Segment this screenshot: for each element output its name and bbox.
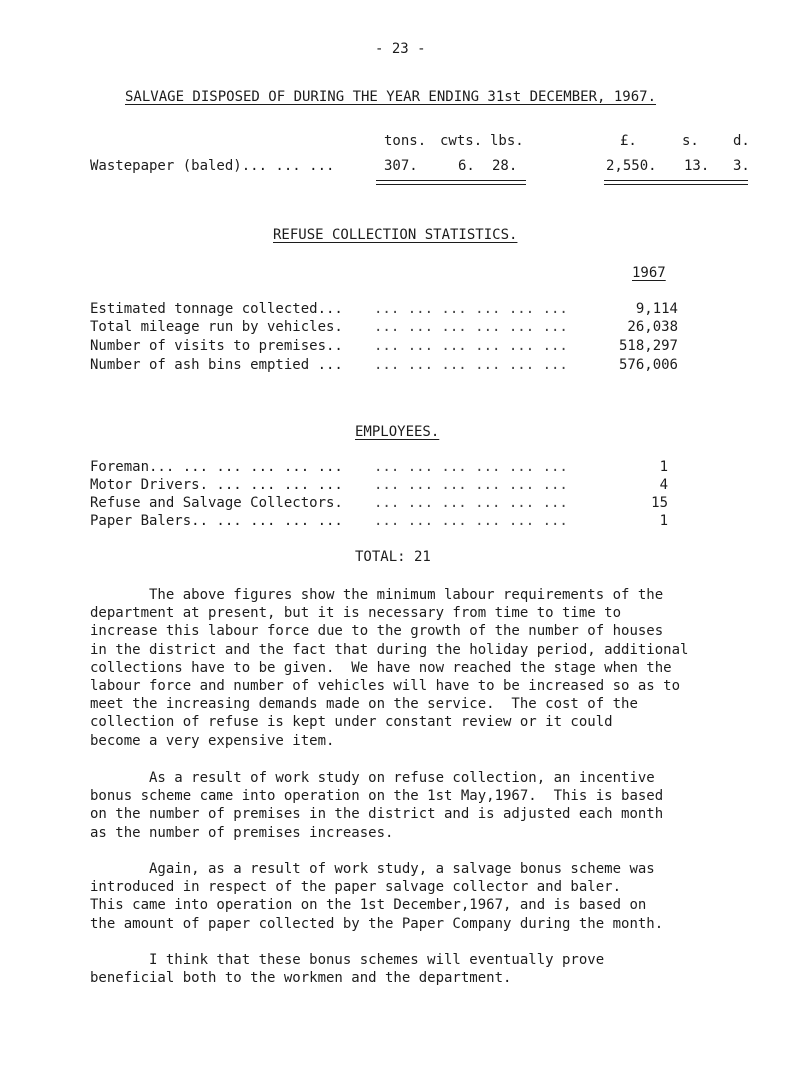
header-cwts: cwts.	[440, 133, 483, 149]
refuse-value: 576,006	[618, 357, 678, 373]
employee-label: Paper Balers.. ... ... ... ...	[90, 513, 343, 529]
salvage-rule-2b	[604, 184, 748, 185]
employee-count: 1	[659, 513, 668, 529]
employee-label: Motor Drivers. ... ... ... ...	[90, 477, 343, 493]
refuse-value: 518,297	[618, 338, 678, 354]
salvage-rule-1b	[376, 184, 526, 185]
refuse-title: REFUSE COLLECTION STATISTICS.	[273, 227, 518, 243]
refuse-label: Total mileage run by vehicles.	[90, 319, 343, 335]
wastepaper-shillings: 13.	[684, 158, 710, 174]
employee-label: Foreman... ... ... ... ... ...	[90, 459, 343, 475]
refuse-label: Estimated tonnage collected...	[90, 301, 343, 317]
employee-dots: ... ... ... ... ... ...	[374, 513, 568, 529]
refuse-dots: ... ... ... ... ... ...	[374, 338, 568, 354]
paragraph-conclusion: I think that these bonus schemes will eventually prove beneficial both to the workmen and the department.	[90, 952, 605, 987]
header-pence: d.	[733, 133, 750, 149]
refuse-label: Number of ash bins emptied ...	[90, 357, 343, 373]
employee-dots: ... ... ... ... ... ...	[374, 477, 568, 493]
header-pounds: £.	[620, 133, 637, 149]
paragraph-labour: The above figures show the minimum labour requirements of the department at present, but it is necessary from time to time to increase this labour force due to the growth of the number of houses in the district and the fact that during the holiday period, additional collections have to be given. We have now reached the stage when the labour force and number of vehicles will have to be increased so as to meet the increasing demands made on the service. The cost of the collection of refuse is kept under constant review or it could become a very expensive item.	[90, 587, 689, 749]
employee-dots: ... ... ... ... ... ...	[374, 459, 568, 475]
salvage-title: SALVAGE DISPOSED OF DURING THE YEAR ENDING 31st DECEMBER, 1967.	[125, 89, 657, 105]
paragraph-incentive-bonus: As a result of work study on refuse collection, an incentive bonus scheme came into operation on the 1st May,1967. This is based on the number of premises in the district and is adjusted each month as the number of premises increases.	[90, 770, 664, 841]
page-number: - 23 -	[375, 41, 426, 57]
wastepaper-lbs: 28.	[492, 158, 518, 174]
salvage-rule-1a	[376, 180, 526, 181]
employees-total: TOTAL: 21	[355, 549, 431, 565]
refuse-label: Number of visits to premises..	[90, 338, 343, 354]
wastepaper-pounds: 2,550.	[606, 158, 657, 174]
header-shillings: s.	[682, 133, 699, 149]
refuse-value: 26,038	[627, 319, 678, 335]
employees-title: EMPLOYEES.	[355, 424, 440, 440]
header-tons: tons.	[384, 133, 427, 149]
refuse-year: 1967	[632, 265, 666, 281]
wastepaper-label: Wastepaper (baled)... ... ...	[90, 158, 335, 174]
refuse-dots: ... ... ... ... ... ...	[374, 319, 568, 335]
employee-count: 4	[659, 477, 668, 493]
wastepaper-tons: 307.	[384, 158, 418, 174]
employee-label: Refuse and Salvage Collectors.	[90, 495, 343, 511]
refuse-dots: ... ... ... ... ... ...	[374, 301, 568, 317]
refuse-dots: ... ... ... ... ... ...	[374, 357, 568, 373]
employee-count: 15	[651, 495, 668, 511]
wastepaper-cwts: 6.	[458, 158, 475, 174]
employee-dots: ... ... ... ... ... ...	[374, 495, 568, 511]
employee-count: 1	[659, 459, 668, 475]
paragraph-salvage-bonus: Again, as a result of work study, a salvage bonus scheme was introduced in respect of the paper salvage collector and baler. This came into operation on the 1st December,1967, and is based on the amount of paper collected by the Paper Company during the month.	[90, 861, 664, 932]
wastepaper-pence: 3.	[733, 158, 750, 174]
refuse-value: 9,114	[635, 301, 678, 317]
header-lbs: lbs.	[490, 133, 524, 149]
salvage-rule-2a	[604, 180, 748, 181]
